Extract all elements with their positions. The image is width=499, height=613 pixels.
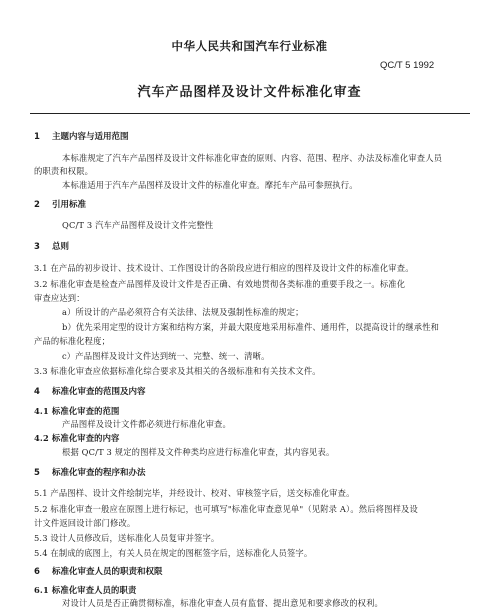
section-1-number: 1 (34, 132, 40, 142)
clause-5-2-line-1: 5.2 标准化审查一般应在原图上进行标记，也可填写"标准化审查意见单"（见附录 A）。然后将图样及设 (34, 504, 418, 514)
section-2-number: 2 (34, 200, 40, 210)
clause-3-2-item-c: c）产品图样及设计文件达到统一、完整、统一、清晰。 (62, 351, 270, 361)
section-5-heading (34, 466, 146, 478)
section-4-title: 标准化审查的范围及内容 (52, 387, 146, 397)
clause-5-1: 5.1 产品图样、设计文件绘制完毕，并经设计、校对、审核签字后，送交标准化审查。 (34, 488, 355, 498)
section-3-heading (34, 240, 69, 252)
clause-5-4: 5.4 在制成的底图上，有关人员在规定的图框签字后，送标准化人员签字。 (34, 548, 313, 558)
section-1-paragraph-1-line-2: 的职责和权限。 (34, 166, 94, 176)
section-6-number: 6 (34, 567, 40, 577)
clause-4-2-text: 根据 QC/T 3 规定的图样及文件种类均应进行标准化审查，其内容见表。 (62, 447, 335, 457)
clause-6-1-title: 6.1 标准化审查人员的职责 (34, 585, 137, 595)
clause-3-2-item-a: a）所设计的产品必须符合有关法律、法规及强制性标准的规定； (62, 307, 304, 317)
section-1-paragraph-1-line-1: 本标准规定了汽车产品图样及设计文件标准化审查的原则、内容、范围、程序、办法及标准化审查人员 (62, 153, 443, 163)
section-1-heading (34, 130, 129, 142)
standard-number: QC/T 5 1992 (380, 60, 435, 71)
org-title: 中华人民共和国汽车行业标准 (171, 39, 328, 53)
title-divider (30, 113, 470, 114)
clause-3-1: 3.1 在产品的初步设计、技术设计、工作图设计的各阶段应进行相应的图样及设计文件的标准化审查。 (34, 263, 414, 273)
section-3-number: 3 (34, 242, 40, 252)
clause-3-2-item-b-line-2: 产品的标准化程度； (34, 336, 111, 346)
section-4-heading (34, 385, 146, 397)
section-6-heading (34, 565, 163, 577)
clause-4-1-title: 4.1 标准化审查的范围 (34, 406, 120, 416)
section-2-heading (34, 198, 86, 210)
clause-4-1-text: 产品图样及设计文件都必须进行标准化审查。 (62, 419, 231, 429)
clause-6-1-text: 对设计人员是否正确贯彻标准，标准化审查人员有监督、提出意见和要求修改的权利。 (62, 598, 383, 608)
section-2-title: 引用标准 (52, 200, 87, 210)
section-5-title: 标准化审查的程序和办法 (52, 468, 146, 478)
clause-5-3: 5.3 设计人员修改后，送标准化人员复审并签字。 (34, 533, 220, 543)
clause-3-2-line-2: 审查应达到： (34, 293, 85, 303)
clause-3-2-line-1: 3.2 标准化审查是检查产品图样及设计文件是否正确、有效地贯彻各类标准的重要手段之一。标准化 (34, 279, 406, 289)
section-1-title: 主题内容与适用范围 (52, 132, 129, 142)
clause-4-2-title: 4.2 标准化审查的内容 (34, 433, 120, 443)
clause-5-2-line-2: 计文件返回设计部门修改。 (34, 518, 136, 528)
document-title: 汽车产品图样及设计文件标准化审查 (137, 85, 362, 100)
clause-3-3: 3.3 标准化审查应依据标准化综合要求及其相关的各级标准和有关技术文件。 (34, 366, 321, 376)
section-6-title: 标准化审查人员的职责和权限 (52, 567, 163, 577)
section-5-number: 5 (34, 468, 40, 478)
clause-3-2-item-b-line-1: b）优先采用定型的设计方案和结构方案，并最大限度地采用标准件、通用件，以提高设计的继承性和 (62, 322, 440, 332)
section-1-paragraph-2: 本标准适用于汽车产品图样及设计文件的标准化审查。摩托车产品可参照执行。 (62, 180, 358, 190)
section-3-title: 总则 (52, 242, 70, 252)
section-4-number: 4 (34, 387, 40, 397)
section-2-reference: QC/T 3 汽车产品图样及设计文件完整性 (62, 220, 214, 230)
